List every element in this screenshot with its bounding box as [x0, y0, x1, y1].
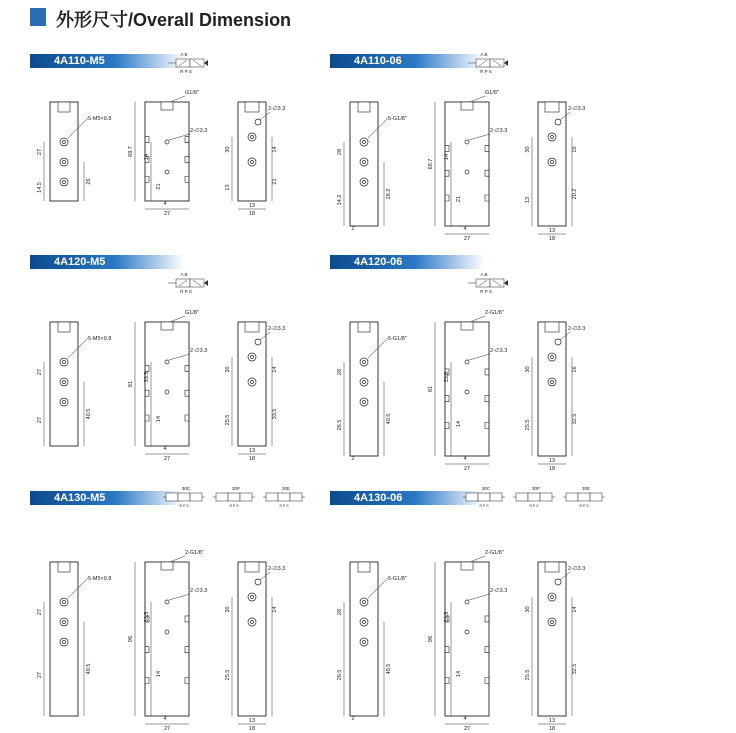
- front-view: [337, 102, 407, 232]
- symbol-port-label: R P S: [480, 289, 492, 294]
- section-label-4a110-m5: 4A110-M5: [30, 54, 184, 68]
- dim-front-1: 27: [37, 148, 43, 156]
- dim-side-3: 16: [572, 146, 578, 153]
- mount-spec-label: 2-∅3.3: [190, 128, 208, 134]
- section-label-4a120-06: 4A120-06: [330, 255, 484, 269]
- dimension-drawing-4a130-06: [320, 540, 610, 730]
- dim-front-4: 2: [351, 226, 355, 232]
- dim-side-5: 13: [248, 203, 256, 209]
- dim-side-6: 18: [248, 726, 256, 730]
- dim-middle-3: 21: [156, 183, 162, 190]
- symbol-cell: [290, 493, 302, 501]
- port-boss: [461, 102, 473, 110]
- symbol-port-label: R P S: [229, 504, 239, 508]
- dim-side-2: 25.5: [525, 669, 531, 681]
- valve-body-front: [350, 322, 378, 456]
- dim-front-1: 28: [337, 608, 343, 616]
- port-spec-label: 2-G1/8": [485, 310, 504, 316]
- symbol-port-label: R P S: [479, 504, 489, 508]
- dim-side-3: 14: [272, 366, 278, 373]
- port-boss: [545, 562, 559, 572]
- dimension-drawing-4a120-m5: [20, 300, 310, 460]
- port-boss: [358, 562, 370, 572]
- valve-body-front: [350, 102, 378, 226]
- middle-view: [128, 550, 207, 730]
- symbol-spring: [204, 60, 208, 66]
- dim-middle-3: 14: [456, 420, 462, 428]
- port-spec-label: 5-M5×0.8: [88, 576, 112, 582]
- dim-side-4: 32.5: [572, 663, 578, 675]
- dim-middle-2: 33.5: [444, 371, 450, 383]
- title-marker: [30, 8, 46, 26]
- dim-front-2: 27: [37, 671, 43, 679]
- valve-body-side: [238, 562, 266, 716]
- valve-body-middle: [445, 102, 489, 226]
- dim-middle-4: 4: [163, 446, 167, 452]
- dim-overall-length: 96: [428, 635, 434, 643]
- symbol-cell: [178, 493, 190, 501]
- symbol-cell: [528, 493, 540, 501]
- port-boss: [545, 102, 559, 112]
- symbol-port-label: R P S: [179, 504, 189, 508]
- dim-front-3: 40.5: [86, 408, 92, 420]
- dim-middle-4: 4: [163, 716, 167, 722]
- section-label-4a130-06: 4A130-06: [330, 491, 484, 505]
- dim-side-5: 13: [248, 448, 256, 454]
- symbol-port-label: R P S: [180, 69, 192, 74]
- leader-line: [170, 96, 185, 102]
- symbol-port-label: R P S: [180, 289, 192, 294]
- dim-side-2: 25.5: [525, 419, 531, 431]
- dim-middle-4: 4: [163, 201, 167, 207]
- dim-front-2: 26.5: [337, 419, 343, 431]
- dim-width: 27: [463, 726, 471, 730]
- symbol-port-label: R P S: [529, 504, 539, 508]
- dim-front-3: 40.5: [386, 413, 392, 425]
- dim-side-5: 13: [548, 228, 556, 234]
- dim-front-4: 2: [351, 716, 355, 722]
- port-boss: [461, 322, 473, 330]
- symbol-cell: [266, 493, 278, 501]
- dim-front-1: 28: [337, 368, 343, 376]
- dim-side-2: 25.5: [225, 669, 231, 681]
- mount-spec-label: 2-∅3.3: [568, 106, 586, 112]
- symbol-port-label: R P S: [279, 504, 289, 508]
- dim-width: 27: [463, 236, 471, 240]
- dim-side-5: 13: [548, 458, 556, 464]
- dim-middle-2: 33.5: [444, 611, 450, 623]
- valve-symbol: [162, 50, 232, 76]
- dim-side-3: 14: [272, 606, 278, 613]
- leader-line: [470, 316, 485, 322]
- dim-width: 27: [163, 211, 171, 215]
- symbol-cell: [228, 493, 240, 501]
- port-boss: [161, 102, 173, 110]
- valve-body-middle: [445, 562, 489, 716]
- valve-body-middle: [145, 322, 189, 446]
- valve-body-side: [238, 102, 266, 201]
- symbol-cell: [278, 493, 290, 501]
- port-spec-label: 5-G1/8": [388, 576, 407, 582]
- dim-front-1: 28: [337, 148, 343, 156]
- valve-body-middle: [145, 102, 189, 201]
- middle-view: [428, 310, 507, 470]
- dim-front-4: 2: [351, 456, 355, 462]
- section-label-4a120-m5: 4A120-M5: [30, 255, 184, 269]
- dim-side-5: 13: [248, 718, 256, 724]
- symbol-cell: [516, 493, 528, 501]
- mount-spec-label: 2-∅3.3: [568, 566, 586, 572]
- side-view: [225, 562, 285, 730]
- port-boss: [461, 562, 473, 570]
- dim-front-2: 27: [37, 416, 43, 424]
- port-boss: [58, 322, 70, 332]
- valve-body-middle: [445, 322, 489, 456]
- dim-side-1: 30: [525, 606, 531, 613]
- leader-line: [470, 556, 485, 562]
- side-view: [225, 102, 285, 215]
- front-view: [337, 562, 407, 722]
- symbol-port-label: A B: [180, 272, 188, 277]
- port-boss: [545, 322, 559, 332]
- dim-front-3: 28.2: [386, 188, 392, 200]
- valve-body-side: [538, 102, 566, 226]
- symbol-spring: [504, 60, 508, 66]
- dim-side-5: 13: [548, 718, 556, 724]
- dim-middle-4: 4: [463, 456, 467, 462]
- port-spec-label: 2-G1/8": [185, 550, 204, 556]
- dim-front-1: 27: [37, 368, 43, 376]
- port-spec-label: G1/8": [185, 90, 199, 96]
- dim-front-3: 40.5: [386, 663, 392, 675]
- dim-side-1: 30: [525, 366, 531, 373]
- dimension-drawing-4a110-06: [320, 80, 610, 240]
- symbol-spring: [504, 280, 508, 286]
- front-view: [337, 322, 407, 462]
- dim-side-1: 30: [225, 606, 231, 613]
- dim-front-3: 40.5: [86, 663, 92, 675]
- port-boss: [358, 322, 370, 332]
- leader-line: [170, 556, 185, 562]
- dim-side-6: 18: [248, 456, 256, 460]
- valve-symbol: [162, 270, 232, 296]
- symbol-variant-label: 30P: [531, 486, 541, 491]
- valve-body-side: [538, 562, 566, 716]
- port-boss: [245, 562, 259, 572]
- dimension-drawing-4a120-06: [320, 300, 610, 470]
- valve-body-middle: [145, 562, 189, 716]
- dim-middle-3: 14: [456, 670, 462, 678]
- dim-side-6: 18: [548, 236, 556, 240]
- symbol-variant-label: 30P: [231, 486, 241, 491]
- dim-side-4: 33.5: [272, 408, 278, 420]
- mount-spec-label: 2-∅3.3: [490, 128, 508, 134]
- port-boss: [358, 102, 370, 112]
- symbol-port-label: R P S: [480, 69, 492, 74]
- port-spec-label: G1/8": [185, 310, 199, 316]
- middle-view: [428, 90, 507, 240]
- symbol-variant-label: 30E: [581, 486, 591, 491]
- mount-spec-label: 2-∅3.3: [490, 588, 508, 594]
- port-spec-label: 2-G1/8": [485, 550, 504, 556]
- mount-spec-label: 2-∅3.3: [190, 588, 208, 594]
- dim-side-2: 25.5: [225, 414, 231, 426]
- dim-middle-3: 21: [456, 195, 462, 203]
- port-boss: [161, 562, 173, 570]
- front-view: [37, 102, 111, 201]
- dim-overall-length: 81: [428, 385, 434, 393]
- dim-front-1: 27: [37, 608, 43, 616]
- middle-view: [128, 310, 207, 460]
- mount-spec-label: 2-∅3.3: [268, 106, 286, 112]
- dim-side-2: 13: [525, 196, 531, 204]
- valve-body-front: [50, 322, 78, 446]
- symbol-cell: [590, 493, 602, 501]
- leader-line: [170, 316, 185, 322]
- valve-body-front: [50, 562, 78, 716]
- dim-front-3: 26: [86, 178, 92, 185]
- dim-side-1: 30: [225, 366, 231, 373]
- symbol-cell: [490, 493, 502, 501]
- dim-side-6: 18: [548, 726, 556, 730]
- valve-symbol: [462, 270, 532, 296]
- side-view: [525, 322, 585, 470]
- dim-side-3: 14: [272, 146, 278, 153]
- section-label-4a130-m5: 4A130-M5: [30, 491, 184, 505]
- dim-side-4: 20.2: [572, 188, 578, 200]
- valve-body-side: [538, 322, 566, 456]
- dim-side-6: 18: [548, 466, 556, 470]
- side-view: [525, 102, 585, 240]
- symbol-cell: [578, 493, 590, 501]
- dimension-drawing-4a130-m5: [20, 540, 310, 730]
- port-spec-label: G1/8": [485, 90, 499, 96]
- section-label-4a110-06: 4A110-06: [330, 54, 484, 68]
- valve-symbol: [462, 50, 532, 76]
- valve-body-front: [350, 562, 378, 716]
- dim-overall-length: 68.7: [428, 158, 434, 170]
- symbol-port-label: R P S: [579, 504, 589, 508]
- valve-symbol: [162, 485, 312, 511]
- dimension-drawing-4a110-m5: [20, 80, 310, 215]
- symbol-port-label: A B: [180, 52, 188, 57]
- mount-spec-label: 2-∅3.3: [268, 566, 286, 572]
- symbol-cell: [216, 493, 228, 501]
- dim-side-1: 30: [525, 146, 531, 153]
- dim-side-4: 21: [272, 178, 278, 185]
- dim-front-2: 26.5: [337, 669, 343, 681]
- dim-side-3: 14: [572, 606, 578, 613]
- symbol-cell: [540, 493, 552, 501]
- symbol-cell: [478, 493, 490, 501]
- dim-overall-length: 68.7: [128, 146, 134, 157]
- symbol-cell: [166, 493, 178, 501]
- dim-width: 27: [163, 456, 171, 460]
- dim-width: 27: [463, 466, 471, 470]
- dim-middle-4: 4: [463, 226, 467, 232]
- valve-symbol: [462, 485, 612, 511]
- dim-side-6: 18: [248, 211, 256, 215]
- dim-width: 27: [163, 726, 171, 730]
- mount-spec-label: 2-∅3.3: [190, 348, 208, 354]
- mount-spec-label: 2-∅3.3: [490, 348, 508, 354]
- port-boss: [245, 102, 259, 112]
- port-boss: [245, 322, 259, 332]
- dim-side-3: 16: [572, 366, 578, 373]
- dim-middle-2: 14: [144, 153, 150, 161]
- middle-view: [128, 90, 207, 215]
- dim-side-2: 13: [225, 184, 231, 191]
- dim-middle-3: 14: [156, 670, 162, 678]
- symbol-variant-label: 30E: [281, 486, 291, 491]
- side-view: [525, 562, 585, 730]
- dim-side-4: 32.5: [572, 413, 578, 425]
- port-spec-label: 5-G1/8": [388, 116, 407, 122]
- valve-body-side: [238, 322, 266, 446]
- dim-side-1: 30: [225, 146, 231, 153]
- symbol-cell: [240, 493, 252, 501]
- dim-middle-2: 33.5: [144, 611, 150, 623]
- mount-spec-label: 2-∅3.3: [268, 326, 286, 332]
- dim-front-2: 14.2: [337, 194, 343, 206]
- symbol-port-label: A B: [480, 52, 488, 57]
- port-boss: [58, 562, 70, 572]
- port-boss: [161, 322, 173, 330]
- dim-overall-length: 96: [128, 635, 134, 643]
- port-spec-label: 5-M5×0.8: [88, 116, 112, 122]
- mount-spec-label: 2-∅3.3: [568, 326, 586, 332]
- port-spec-label: 5-M5×0.8: [88, 336, 112, 342]
- port-boss: [58, 102, 70, 112]
- symbol-cell: [566, 493, 578, 501]
- port-spec-label: 5-G1/8": [388, 336, 407, 342]
- dim-middle-4: 4: [463, 716, 467, 722]
- dim-front-2: 14.5: [37, 182, 43, 193]
- dim-middle-3: 14: [156, 415, 162, 423]
- middle-view: [428, 550, 507, 730]
- symbol-variant-label: 30C: [181, 486, 191, 491]
- front-view: [37, 562, 111, 716]
- dim-middle-2: 33.5: [144, 371, 150, 383]
- symbol-port-label: A B: [480, 272, 488, 277]
- symbol-variant-label: 30C: [481, 486, 491, 491]
- symbol-cell: [466, 493, 478, 501]
- symbol-cell: [190, 493, 202, 501]
- dim-overall-length: 81: [128, 380, 134, 388]
- front-view: [37, 322, 111, 446]
- page-title: 外形尺寸/Overall Dimension: [56, 10, 292, 30]
- side-view: [225, 322, 285, 460]
- symbol-spring: [204, 280, 208, 286]
- dim-middle-2: 14: [444, 153, 450, 161]
- leader-line: [470, 96, 485, 102]
